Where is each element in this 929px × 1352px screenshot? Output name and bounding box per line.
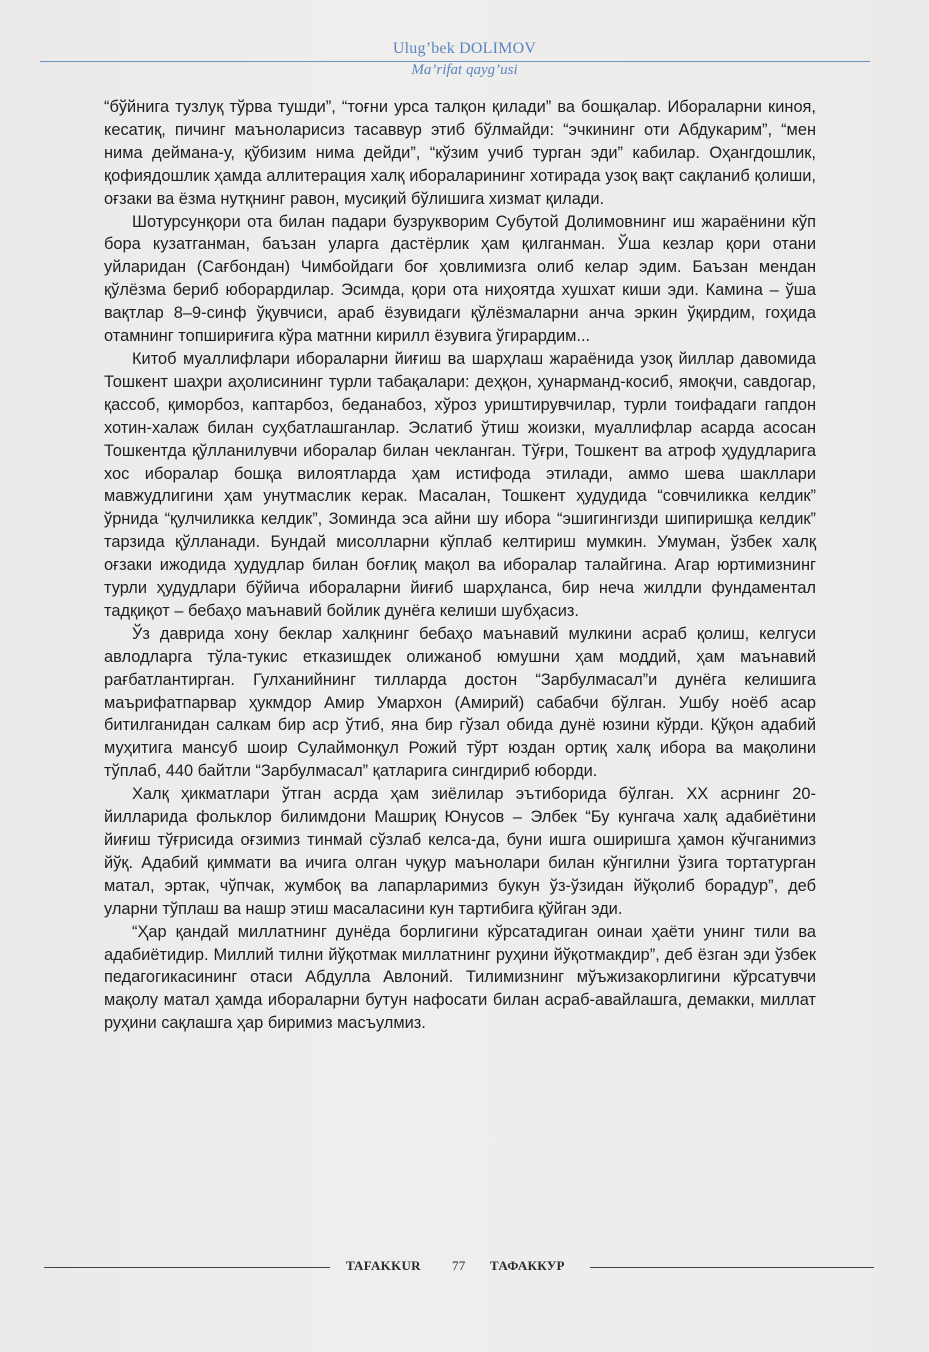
article-body — [104, 96, 816, 1035]
paragraph-2: Шотурсунқори ота билан падари бузрукворим Субутой Долимовнинг иш жараёнини кўп бора кузатганман, баъзан уларга дастёрлик ҳам қилганман. Ўша кезлар қори отани уйларидан (Сағбондан) Чимбойдаги боғ ҳовлимизга олиб келар эдим. Баъзан мендан қўлёзма бериб юборардилар. Эсимда, қори ота ниҳоятда хушхат киши эди. Камина – ўша вақтлар 8–9-синф ўқувчиси, араб ёзувидаги қўлёзмаларни анча эркин ўқирдим, гоҳида отамнинг топшириғига кўра матнни кирилл ёзувига ўгирардим... — [104, 212, 816, 346]
footer-rule-right — [590, 1267, 874, 1268]
page-number: 77 — [452, 1258, 466, 1273]
paragraph-3: Китоб муаллифлари ибораларни йиғиш ва шарҳлаш жараёнида узоқ йиллар давомида Тошкент шаҳри аҳолисининг турли табақалари: деҳқон, ҳунарманд-косиб, ямоқчи, савдогар, қассоб, қиморбоз, каптарбоз, беданабоз, хўроз уриштирувчилар, турли тоифадаги гапдон хотин-халаж билан суҳбатлашганлар. Эслатиб ўтиш жоизки, муаллифлар асарда асосан Тошкентда қўлланилувчи иборалар билан чекланган. Тўғри, Тошкент ва атроф ҳудудларига хос иборалар бошқа вилоятларда ҳам истифода этилади, аммо шева шакллари мавжудлигини ҳам унутмаслик керак. Масалан, Тошкент ҳудудида “совчиликка келдик” ўрнида “қулчиликка келдик”, Зоминда эса айни шу ибора “эшигингизди шипиришқа келдик” тарзида қўлланади. Бундай мисолларни кўплаб келтириш мумкин. Умуман, ўзбек халқ оғзаки ижодида ҳудудлар билан боғлиқ мақол ва иборалар талайгина. Агар юртимизнинг турли ҳудудлари бўйича ибораларни йиғиб шарҳланса, бир неча жилдли фундаментал тадқиқот – бебаҳо маънавий бойлик дунёга келиши шубҳасиз. — [104, 349, 816, 620]
paragraph-5: Халқ ҳикматлари ўтган асрда ҳам зиёлилар эътиборида бўлган. XX асрнинг 20-йилларида фольклор билимдони Машриқ Юнусов – Элбек “Бу кунгача халқ адабиётини йиғиш тўғрисида оғзимиз тинмай сўзлаб келса-да, буни ишга оширишга ҳамон кўчганимиз йўқ. Адабий қиммати ва ичига олган чуқур маънолари билан кўнгилни ўзига тортатурган матал, эртак, чўпчак, жумбоқ ва лапарларимиз букун ўз-ўзидан йўқолиб борадур”, деб уларни тўплаш ва нашр этиш масаласини кун тартибига қўйган эди. — [104, 785, 816, 918]
running-footer — [0, 1258, 929, 1278]
header-author: Ulug’bek DOLIMOV — [392, 40, 537, 57]
footer-rule-left — [44, 1267, 330, 1268]
footer-journal-cyrillic: ТАФАККУР — [490, 1258, 565, 1273]
header-title: Ma’rifat qayg’usi — [411, 62, 518, 78]
paragraph-4: Ўз даврида хону беклар халқнинг бебаҳо маънавий мулкини асраб қолиш, келгуси авлодларга тўла-тукис етказишдек олижаноб юмушни ҳам моддий, ҳам маънавий рағбатлантирган. Гулханийнинг тилларда достон “Зарбулмасал”и дунёга келишига маърифатпарвар ҳукмдор Амир Умархон (Амирий) сабабчи бўлган. Ушбу ноёб асар битилганидан салкам бир аср ўтиб, яна бир гўзал обида дунё юзини кўрди. Қўқон адабий муҳитига мансуб шоир Сулаймонқул Рожий тўрт юздан ортиқ халқ ибора ва мақолини тўплаб, 440 байтли “Зарбулмасал” қатларига сингдириб юборди. — [104, 624, 816, 781]
paragraph-6: “Ҳар қандай миллатнинг дунёда борлигини кўрсатадиган оинаи ҳаёти унинг тили ва адабиётидир. Миллий тилни йўқотмак миллатнинг руҳини йўқотмакдир”, деб ёзган эди ўзбек педагогикасининг отаси Абдулла Авлоний. Тилимизнинг мўъжизакорлигини кўрсатувчи мақолу матал ҳамда ибораларни бутун нафосати билан асраб-авайлашга, демакки, миллат руҳини сақлашга ҳар биримиз масъулмиз. — [104, 922, 816, 1033]
footer-journal-latin: TAFAKKUR — [346, 1258, 421, 1273]
paragraph-1: “бўйнига тузлуқ тўрва тушди”, “тоғни урса талқон қилади” ва бошқалар. Ибораларни киноя, кесатиқ, пичинг маъноларисиз тасаввур этиб бўлмайди: “эчкининг оти Абдукарим”, “мен нима деймана-у, қўбизим нима дейди”, “кўзим учиб турган эди” кабилар. Оҳангдошлик, қофиядошлик ҳамда аллитерация халқ ибораларининг хотирада узоқ вақт сақланиб қолиши, оғзаки ва ёзма нутқнинг равон, мусиқий бўлишига хизмат қилади. — [104, 98, 816, 208]
